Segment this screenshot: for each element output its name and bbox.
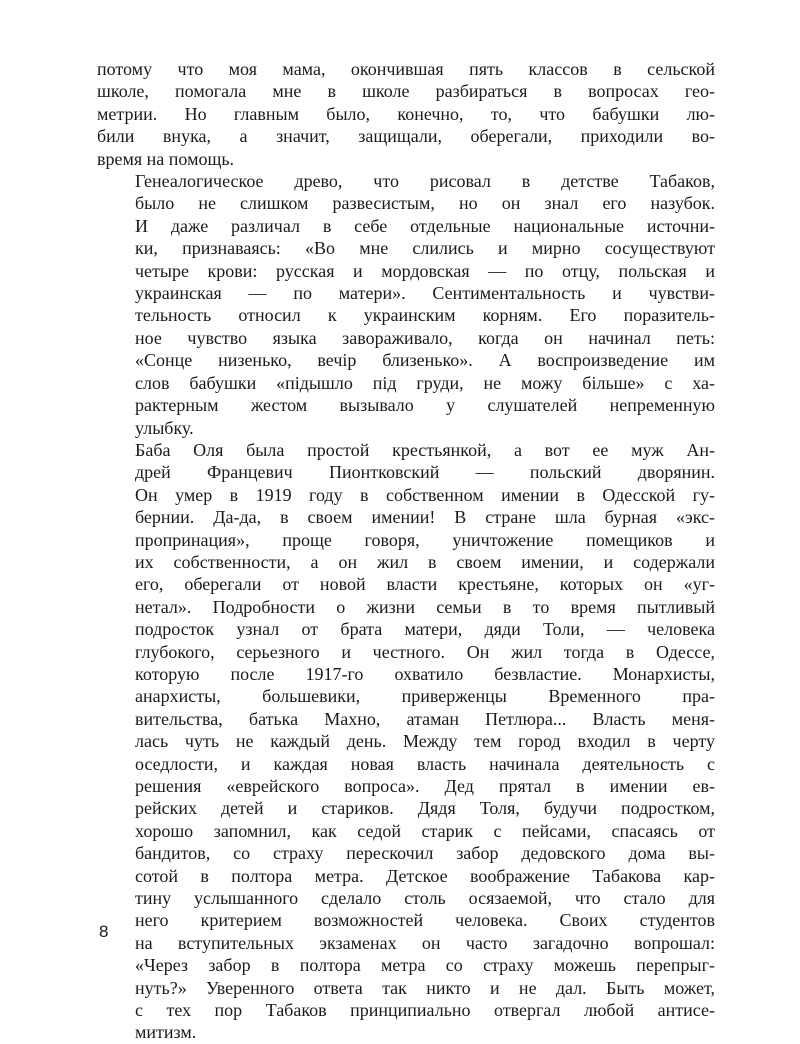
text-line: решения «еврейского вопроса». Дед прятал в имении ев- xyxy=(135,776,715,796)
page-body xyxy=(97,58,715,1044)
text-line: их собственности, а он жил в своем имении, и содержали xyxy=(135,551,715,572)
paragraph xyxy=(97,58,715,170)
text-line: дрей Францевич Пионтковский — польский дворянин. xyxy=(135,462,715,483)
text-line: бандитов, со страху перескочил забор дедовского дома вы- xyxy=(135,843,715,864)
text-line: сотой в полтора метра. Детское воображение Табакова кар- xyxy=(135,865,715,886)
text-line: пропринация», проще говоря, уничтожение помещиков и xyxy=(135,529,715,550)
text-line: оседлости, и каждая новая власть начинала деятельность с xyxy=(135,753,715,774)
text-line: потому что моя мама, окончившая пять классов в сельской xyxy=(97,59,715,79)
text-line: было не слишком развесистым, но он знал его назубок. xyxy=(135,193,715,214)
text-line: ное чувство языка завораживало, когда он начинал петь: xyxy=(135,327,715,348)
text-line: Он умер в 1919 году в собственном имении в Одесской гу- xyxy=(135,484,715,505)
text-line: хорошо запомнил, как седой старик с пейсами, спасаясь от xyxy=(135,820,715,841)
text-line: Баба Оля была простой крестьянкой, а вот ее муж Ан- xyxy=(135,439,715,460)
text-line: рейских детей и стариков. Дядя Толя, будучи подростком, xyxy=(135,798,715,819)
text-line: лась чуть не каждый день. Между тем город входил в черту xyxy=(135,731,715,752)
text-line: него критерием возможностей человека. Своих студентов xyxy=(135,910,715,931)
text-line: тельность относил к украинским корням. Его поразитель- xyxy=(135,305,715,326)
page-number: 8 xyxy=(99,922,109,941)
text-line: били внука, а значит, защищали, оберегали, приходили во- xyxy=(97,126,715,147)
text-line: нетал». Подробности о жизни семьи в то время пытливый xyxy=(135,596,715,617)
text-line: улыбку. xyxy=(135,417,194,438)
text-line: время на помощь. xyxy=(97,148,235,169)
text-line: тину услышанного сделало столь осязаемой, что стало для xyxy=(135,888,715,909)
text-line: школе, помогала мне в школе разбираться в вопросах гео- xyxy=(97,81,715,102)
text-line: нуть?» Уверенного ответа так никто и не дал. Быть может, xyxy=(135,977,715,998)
text-line: четыре крови: русская и мордовская — по отцу, польская и xyxy=(135,260,715,281)
text-line: с тех пор Табаков принципиально отвергал любой антисе- xyxy=(135,1000,715,1021)
text-line: ки, признаваясь: «Во мне слились и мирно сосуществуют xyxy=(135,238,715,259)
text-line: которую после 1917-го охватило безвластие. Монархисты, xyxy=(135,663,715,684)
paragraph xyxy=(97,439,715,1044)
text-line: рактерным жестом вызывало у слушателей непременную xyxy=(135,395,715,416)
text-line: украинская — по матери». Сентиментальность и чувстви- xyxy=(135,283,715,304)
text-line: глубокого, серьезного и честного. Он жил тогда в Одессе, xyxy=(135,641,715,662)
text-line: вительства, батька Махно, атаман Петлюра... Власть меня- xyxy=(135,708,715,729)
text-line: на вступительных экзаменах он часто загадочно вопрошал: xyxy=(135,932,715,953)
text-line: бернии. Да-да, в своем имении! В стране шла бурная «экс- xyxy=(135,507,715,528)
paragraph xyxy=(97,170,715,439)
text-line: подросток узнал от брата матери, дяди Толи, — человека xyxy=(135,619,715,640)
text-line: «Через забор в полтора метра со страху можешь перепрыг- xyxy=(135,955,715,976)
text-line: его, оберегали от новой власти крестьяне, которых он «уг- xyxy=(135,574,715,595)
text-line: метрии. Но главным было, конечно, то, что бабушки лю- xyxy=(97,103,715,124)
text-line: Генеалогическое древо, что рисовал в детстве Табаков, xyxy=(135,171,715,192)
text-line: слов бабушки «підышло під груди, не можу більше» с ха- xyxy=(135,372,715,393)
text-line: митизм. xyxy=(135,1022,197,1043)
text-line: «Сонце низенько, вечір близенько». А воспроизведение им xyxy=(135,350,715,371)
text-line: анархисты, большевики, приверженцы Временного пра- xyxy=(135,686,715,707)
text-line: И даже различал в себе отдельные национальные источни- xyxy=(135,215,715,236)
